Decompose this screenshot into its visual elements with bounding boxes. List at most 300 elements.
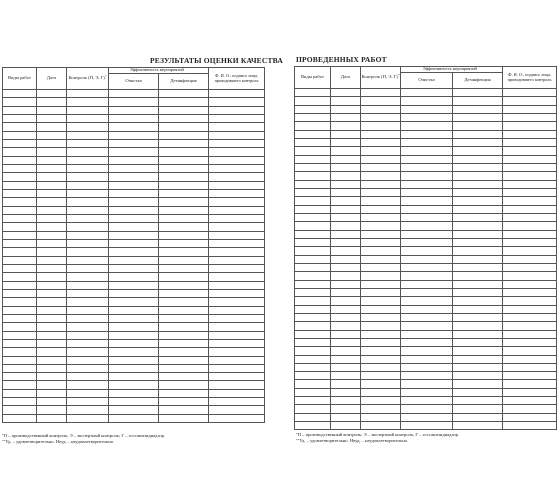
table-cell [67,98,109,106]
table-cell [37,148,67,156]
table-cell [453,163,503,171]
table-cell [453,422,503,430]
table-row [3,364,265,372]
table-cell [453,113,503,121]
table-cell [361,155,401,163]
table-cell [503,422,557,430]
table-cell [209,331,265,339]
table-cell [331,280,361,288]
table-cell [159,98,209,106]
table-cell [37,114,67,122]
table-row [3,90,265,98]
table-cell [295,180,331,188]
table-cell [37,164,67,172]
table-cell [295,105,331,113]
table-cell [3,214,37,222]
header-disinfection: Дезинфекция [159,74,209,90]
table-cell [159,181,209,189]
table-cell [159,348,209,356]
table-cell [209,223,265,231]
table-cell [67,331,109,339]
table-cell [331,205,361,213]
table-cell [331,130,361,138]
table-cell [453,363,503,371]
table-cell [37,98,67,106]
table-cell [109,356,159,364]
table-row [295,197,557,205]
table-cell [109,314,159,322]
table-cell [3,131,37,139]
header-control-label: Контроль (П, Э, Г) [361,74,398,80]
table-cell [503,89,557,97]
table-row [3,348,265,356]
table-cell [453,213,503,221]
table-cell [401,288,453,296]
table-cell [109,289,159,297]
table-cell [159,339,209,347]
table-cell [453,97,503,105]
table-cell [361,305,401,313]
table-cell [295,138,331,146]
table-cell [67,248,109,256]
table-cell [67,381,109,389]
table-cell [3,248,37,256]
table-cell [109,206,159,214]
table-cell [159,214,209,222]
table-cell [453,272,503,280]
table-cell [3,356,37,364]
table-cell [331,238,361,246]
table-cell [503,355,557,363]
table-row [295,122,557,130]
table-cell [401,413,453,421]
table-cell [295,363,331,371]
table-cell [37,106,67,114]
header-cleaning: Очистка [401,73,453,89]
footnote-text: П – производственный контроль; Э – экспертный контроль; Г – госсанэпиднадзор. [297,432,460,437]
table-cell [361,247,401,255]
table-row [295,355,557,363]
table-cell [209,298,265,306]
footnote-marker: * [296,432,298,436]
table-cell [159,206,209,214]
table-cell [159,356,209,364]
table-row [295,347,557,355]
table-row [3,398,265,406]
table-cell [109,239,159,247]
table-cell [295,113,331,121]
table-cell [109,414,159,422]
table-cell [401,172,453,180]
table-row [3,281,265,289]
table-cell [503,380,557,388]
table-cell [361,347,401,355]
table-cell [109,90,159,98]
table-cell [401,388,453,396]
table-cell [3,306,37,314]
table-cell [37,123,67,131]
table-cell [3,339,37,347]
table-cell [67,389,109,397]
table-row [295,322,557,330]
table-cell [37,231,67,239]
table-cell [295,247,331,255]
table-cell [453,105,503,113]
table-cell [453,413,503,421]
table-cell [361,113,401,121]
table-cell [295,305,331,313]
table-cell [3,273,37,281]
header-disinfection: Дезинфекция [453,73,503,89]
table-cell [109,214,159,222]
table-cell [453,338,503,346]
table-cell [37,373,67,381]
table-cell [361,380,401,388]
table-cell [295,272,331,280]
table-row [295,405,557,413]
table-cell [295,405,331,413]
table-cell [401,230,453,238]
footnote-marker: ** [296,438,300,443]
table-cell [503,172,557,180]
table-cell [453,180,503,188]
table-cell [295,213,331,221]
table-cell [37,206,67,214]
table-cell [503,147,557,155]
table-cell [209,264,265,272]
table-cell [295,255,331,263]
table-cell [37,189,67,197]
table-row [3,314,265,322]
table-cell [67,123,109,131]
table-cell [331,322,361,330]
table-cell [37,298,67,306]
table-cell [209,348,265,356]
table-row [295,272,557,280]
table-cell [295,388,331,396]
table-cell [209,189,265,197]
table-cell [295,205,331,213]
table-cell [503,130,557,138]
table-cell [37,414,67,422]
table-row [295,113,557,121]
table-cell [67,414,109,422]
table-cell [67,373,109,381]
table-row [295,138,557,146]
table-cell [453,397,503,405]
table-cell [361,263,401,271]
table-cell [3,189,37,197]
table-cell [453,222,503,230]
table-row [3,106,265,114]
table-cell [331,388,361,396]
table-cell [453,130,503,138]
table-row [295,188,557,196]
table-cell [67,406,109,414]
table-row [295,338,557,346]
table-cell [453,147,503,155]
table-cell [295,347,331,355]
table-cell [361,297,401,305]
table-cell [361,138,401,146]
table-cell [109,106,159,114]
footnote-text: П – производственный контроль; Э – экспертный контроль; Г – госсанэпиднадзор. [3,433,166,438]
table-row [295,380,557,388]
table-cell [331,122,361,130]
table-cell [209,164,265,172]
table-cell [503,288,557,296]
table-cell [295,230,331,238]
table-cell [209,214,265,222]
table-cell [3,314,37,322]
table-cell [67,114,109,122]
table-cell [67,131,109,139]
table-cell [361,89,401,97]
table-row [3,414,265,422]
table-cell [503,330,557,338]
table-cell [331,147,361,155]
table-cell [453,230,503,238]
table-cell [67,181,109,189]
table-cell [295,372,331,380]
table-cell [37,339,67,347]
table-cell [331,197,361,205]
table-cell [331,372,361,380]
table-cell [503,372,557,380]
footnote-2 [296,438,459,444]
table-cell [109,339,159,347]
header-work-type: Виды работ [295,67,331,89]
table-cell [401,238,453,246]
table-cell [159,131,209,139]
table-row [295,222,557,230]
table-cell [67,398,109,406]
table-cell [401,147,453,155]
header-control-label: Контроль (П, Э, Г) [68,75,105,81]
footnote-marker: * [104,74,107,79]
table-cell [503,413,557,421]
table-cell [109,331,159,339]
table-cell [453,255,503,263]
table-cell [401,180,453,188]
table-cell [3,381,37,389]
table-cell [453,205,503,213]
table-row [295,147,557,155]
table-cell [159,281,209,289]
table-cell [295,330,331,338]
table-row [3,131,265,139]
table-cell [401,130,453,138]
footnotes [2,433,165,445]
table-cell [503,280,557,288]
table-cell [3,148,37,156]
table-row [295,363,557,371]
table-cell [109,256,159,264]
table-row [3,173,265,181]
table-cell [503,263,557,271]
table-cell [159,389,209,397]
table-cell [109,389,159,397]
table-row [3,323,265,331]
table-cell [109,273,159,281]
table-cell [331,213,361,221]
table-cell [3,239,37,247]
table-cell [209,323,265,331]
table-cell [37,223,67,231]
table-cell [159,223,209,231]
table-row [3,373,265,381]
table-cell [37,314,67,322]
table-row [295,305,557,313]
quality-journal-table [294,66,557,430]
table-cell [331,138,361,146]
table-cell [67,339,109,347]
footnote-marker: ** [2,439,6,444]
table-cell [109,231,159,239]
table-cell [109,264,159,272]
table-cell [159,364,209,372]
table-cell [503,163,557,171]
table-cell [503,255,557,263]
table-row [3,356,265,364]
table-cell [209,106,265,114]
table-cell [37,356,67,364]
table-cell [159,123,209,131]
table-cell [109,148,159,156]
table-cell [331,413,361,421]
table-cell [331,105,361,113]
table-cell [37,131,67,139]
table-cell [331,397,361,405]
table-cell [453,172,503,180]
table-cell [401,113,453,121]
table-cell [37,273,67,281]
table-row [3,306,265,314]
table-cell [67,273,109,281]
table-cell [331,347,361,355]
table-cell [331,180,361,188]
table-cell [3,106,37,114]
table-cell [159,323,209,331]
table-cell [67,139,109,147]
table-cell [361,97,401,105]
table-cell [37,248,67,256]
table-cell [159,248,209,256]
footnote-2 [2,439,165,445]
table-cell [209,248,265,256]
table-cell [503,205,557,213]
table-cell [209,381,265,389]
table-cell [37,181,67,189]
table-row [3,231,265,239]
table-cell [109,248,159,256]
table-cell [295,322,331,330]
table-cell [331,305,361,313]
table-cell [401,263,453,271]
footnote-marker: * [2,433,4,437]
table-cell [3,298,37,306]
table-row [295,313,557,321]
table-cell [453,247,503,255]
table-cell [331,380,361,388]
table-cell [331,338,361,346]
table-cell [37,264,67,272]
table-row [3,164,265,172]
table-cell [331,163,361,171]
table-cell [361,413,401,421]
table-cell [109,323,159,331]
table-cell [295,222,331,230]
table-row [3,98,265,106]
table-cell [503,297,557,305]
table-cell [295,97,331,105]
table-cell [503,322,557,330]
header-work-type: Виды работ [3,68,37,90]
table-cell [209,281,265,289]
table-cell [109,139,159,147]
table-cell [295,130,331,138]
table-cell [37,256,67,264]
table-row [3,189,265,197]
table-cell [209,198,265,206]
table-cell [109,114,159,122]
table-cell [453,188,503,196]
header-cleaning: Очистка [109,74,159,90]
table-cell [67,264,109,272]
table-cell [361,355,401,363]
table-cell [453,405,503,413]
table-cell [3,264,37,272]
table-cell [361,405,401,413]
table-cell [209,339,265,347]
table-cell [401,247,453,255]
table-cell [401,138,453,146]
table-cell [159,273,209,281]
table-cell [453,355,503,363]
table-cell [361,172,401,180]
table-cell [401,205,453,213]
table-cell [503,113,557,121]
table-cell [361,322,401,330]
table-cell [401,197,453,205]
table-cell [209,131,265,139]
table-cell [159,148,209,156]
table-cell [209,414,265,422]
table-cell [109,223,159,231]
table-cell [453,322,503,330]
table-cell [3,206,37,214]
table-cell [361,105,401,113]
table-row [295,280,557,288]
table-row [295,172,557,180]
table-cell [159,331,209,339]
table-cell [209,148,265,156]
table-row [3,339,265,347]
table-cell [159,373,209,381]
table-cell [109,181,159,189]
table-cell [295,313,331,321]
table-cell [109,381,159,389]
table-cell [503,138,557,146]
table-cell [159,173,209,181]
table-cell [295,122,331,130]
table-cell [331,113,361,121]
table-cell [37,156,67,164]
table-cell [159,156,209,164]
table-cell [67,239,109,247]
table-cell [209,173,265,181]
table-cell [3,406,37,414]
